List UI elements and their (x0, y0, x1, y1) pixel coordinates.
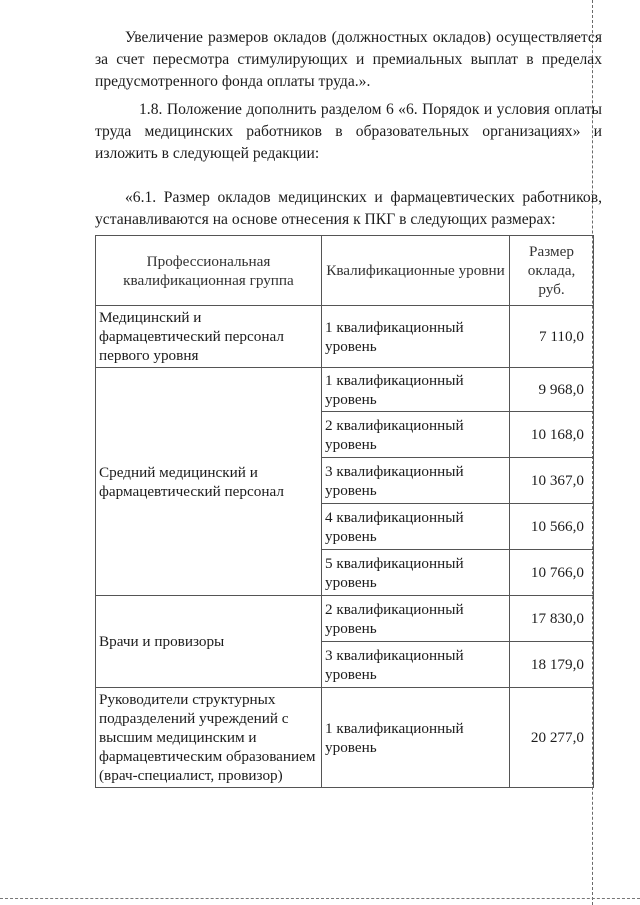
group-cell: Врачи и провизоры (96, 596, 322, 688)
level-cell: 3 квалификационный уровень (322, 642, 510, 688)
table-header-row (96, 236, 594, 306)
salary-cell: 10 766,0 (510, 550, 594, 596)
level-cell: 5 квалификационный уровень (322, 550, 510, 596)
salary-cell: 7 110,0 (510, 306, 594, 368)
salary-cell: 18 179,0 (510, 642, 594, 688)
paragraph-salary-increase: Увеличение размеров окладов (должностных окладов) осуществляется за счет пересмотра стимулирующих и премиальных выплат в пределах предусмотренного фонда оплаты труда.». (95, 29, 602, 90)
table-row (96, 596, 594, 642)
table-row (96, 368, 594, 412)
header-level: Квалификационные уровни (322, 236, 510, 306)
salary-cell: 10 566,0 (510, 504, 594, 550)
header-group: Профессиональная квалификационная группа (96, 236, 322, 306)
level-cell: 2 квалификационный уровень (322, 412, 510, 458)
level-cell: 1 квалификационный уровень (322, 368, 510, 412)
salary-cell: 20 277,0 (510, 688, 594, 788)
scan-bottom-line (0, 898, 640, 899)
salary-cell: 10 168,0 (510, 412, 594, 458)
level-cell: 2 квалификационный уровень (322, 596, 510, 642)
salary-table (95, 235, 594, 788)
table-row (96, 306, 594, 368)
paragraph-salary-sizes: «6.1. Размер окладов медицинских и фармацевтических работников, устанавливаются на основе отнесения к ПКГ в следующих размерах: (95, 189, 602, 228)
header-salary: Размер оклада, руб. (510, 236, 594, 306)
group-cell: Руководители структурных подразделений учреждений с высшим медицинским и фармацевтическим образованием (врач-специалист, провизор) (96, 688, 322, 788)
paragraph-section-addition: 1.8. Положение дополнить разделом 6 «6. Порядок и условия оплаты труда медицинских работников в образовательных организациях» и изложить в следующей редакции: (95, 101, 602, 162)
salary-cell: 10 367,0 (510, 458, 594, 504)
salary-cell: 17 830,0 (510, 596, 594, 642)
level-cell: 1 квалификационный уровень (322, 688, 510, 788)
level-cell: 1 квалификационный уровень (322, 306, 510, 368)
group-cell: Медицинский и фармацевтический персонал первого уровня (96, 306, 322, 368)
group-cell: Средний медицинский и фармацевтический персонал (96, 368, 322, 596)
level-cell: 4 квалификационный уровень (322, 504, 510, 550)
salary-cell: 9 968,0 (510, 368, 594, 412)
table-row (96, 688, 594, 788)
level-cell: 3 квалификационный уровень (322, 458, 510, 504)
